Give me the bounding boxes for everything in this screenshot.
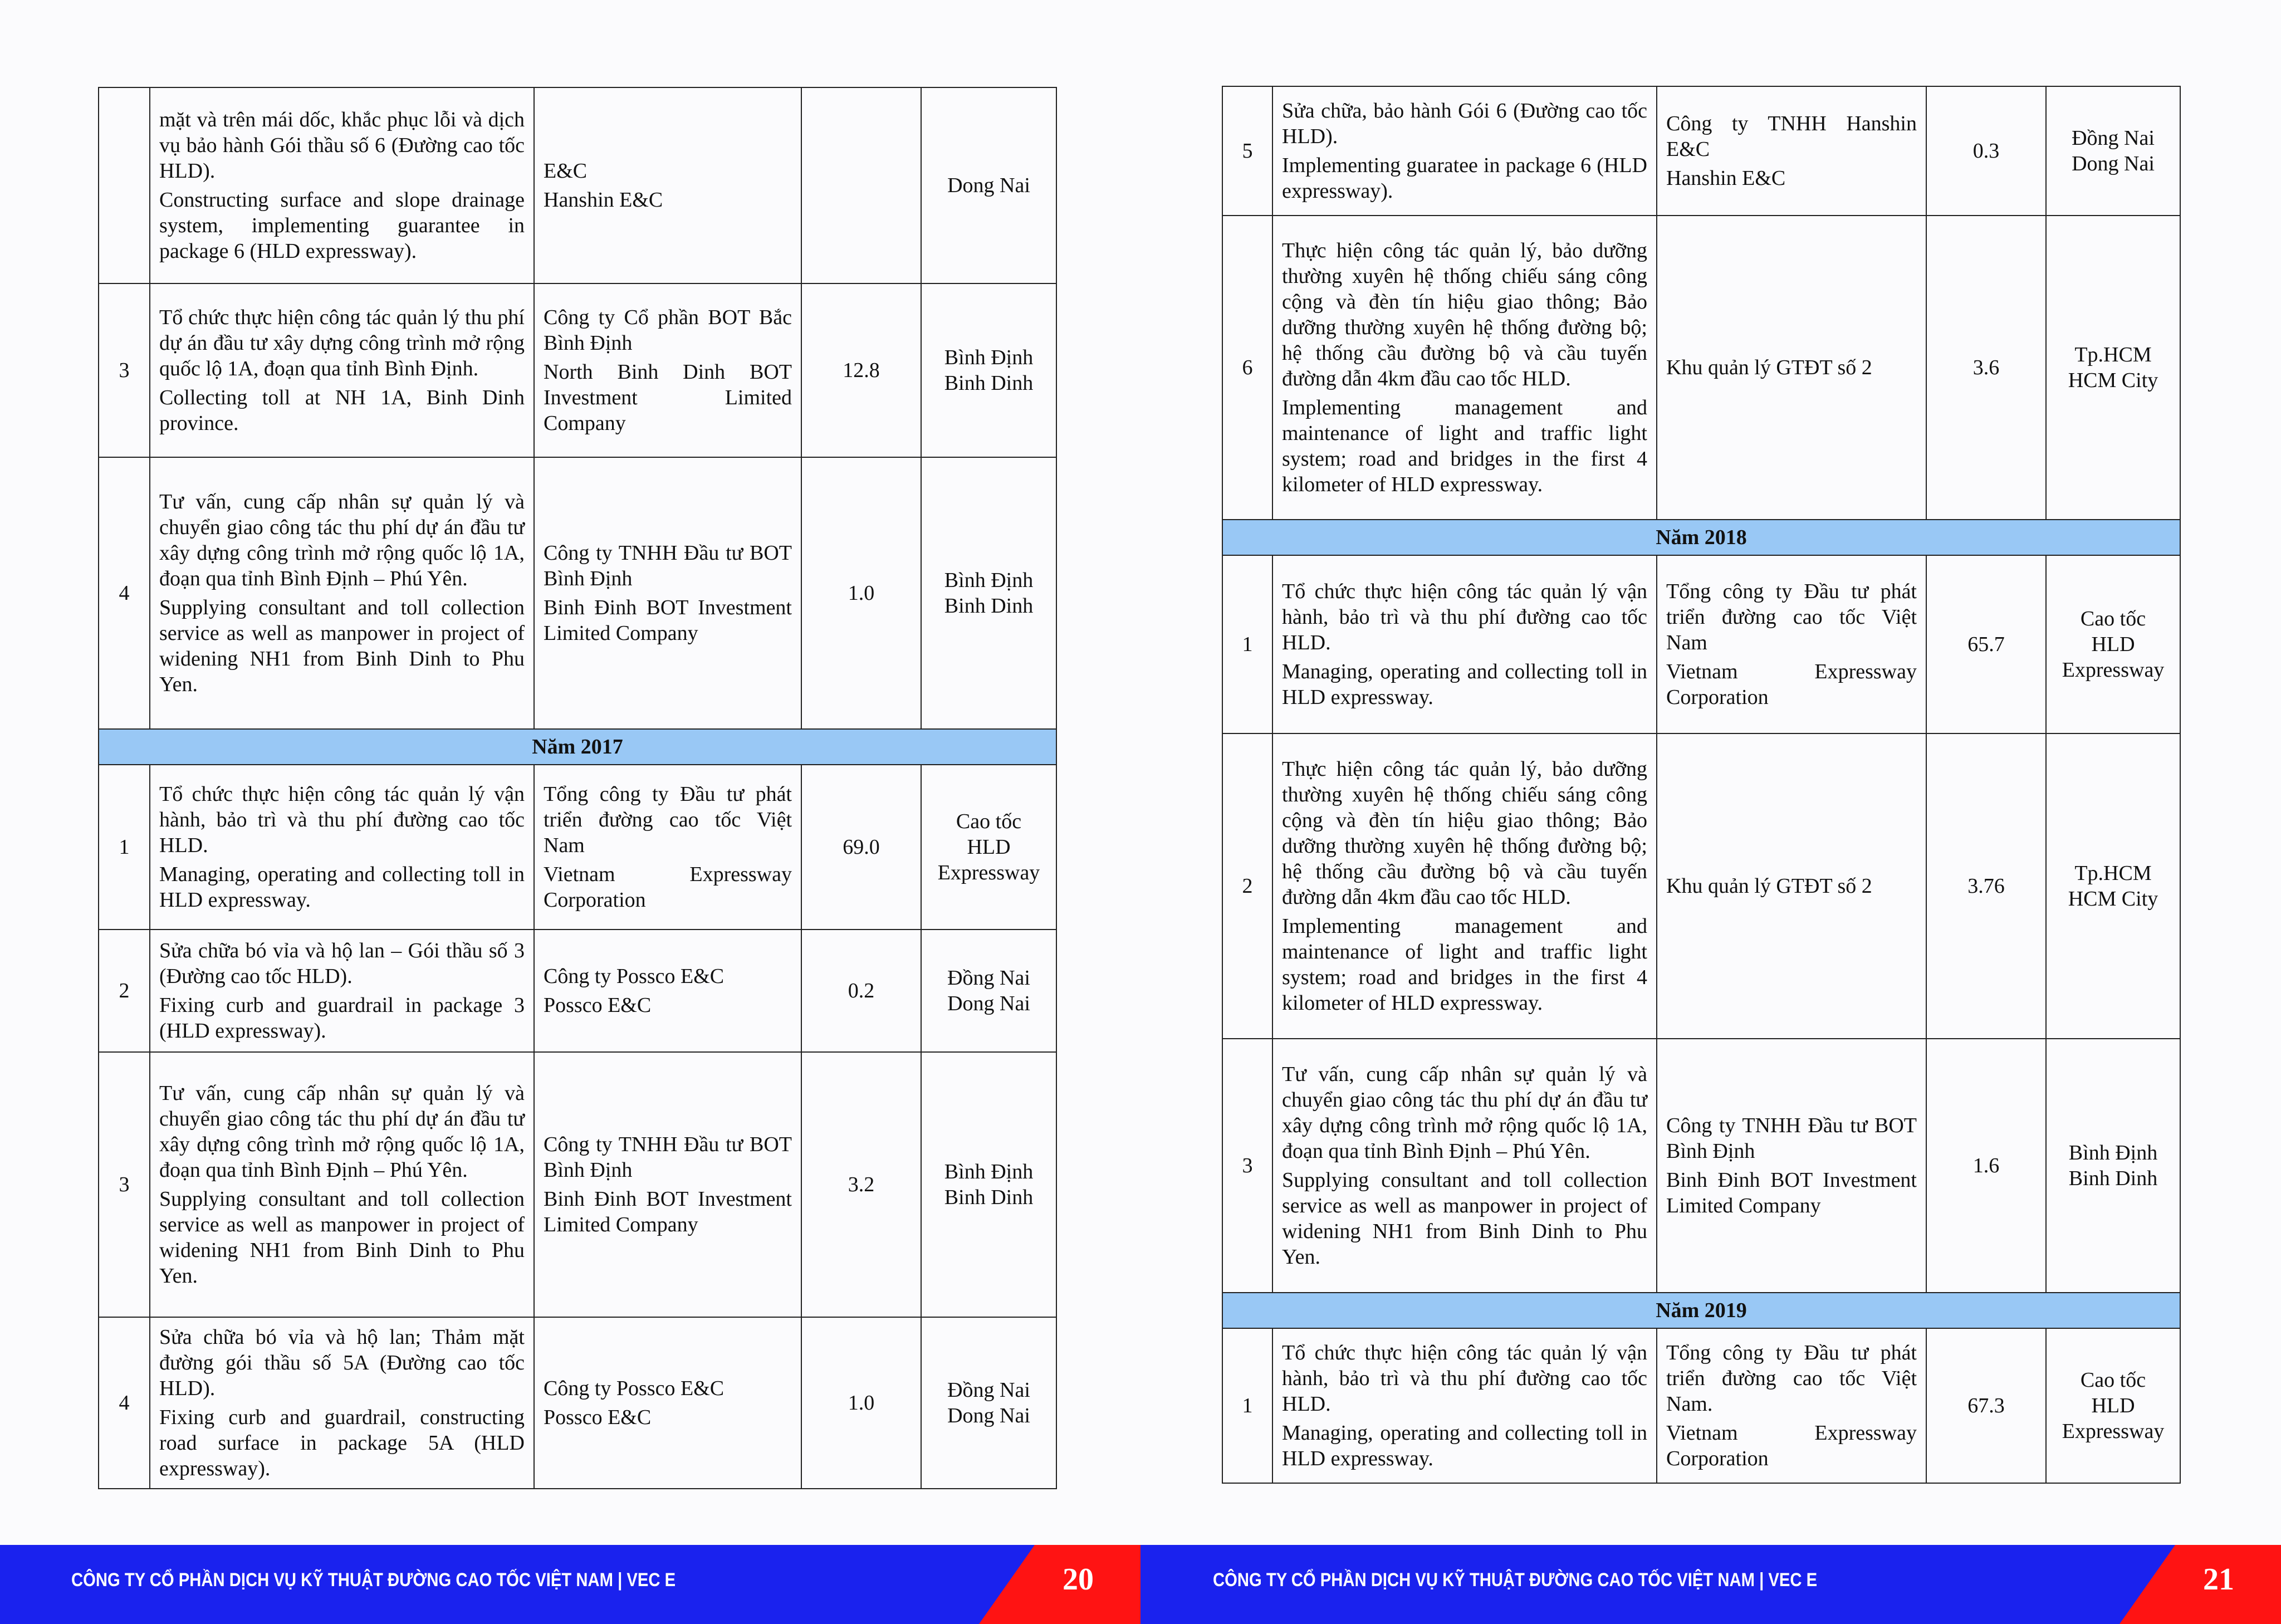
row-contractor [534, 87, 801, 283]
location-en: Dong Nai [947, 174, 1030, 197]
contractor-vi: Tổng công ty Đầu tư phát triển đường cao tốc Việt Nam [1666, 580, 1917, 654]
year-header-row [1222, 520, 2180, 555]
row-value: 3.2 [801, 1052, 921, 1317]
row-description [1272, 1328, 1657, 1483]
description-en: Collecting toll at NH 1A, Binh Dinh province. [159, 386, 525, 435]
row-description [150, 930, 534, 1052]
row-contractor [1657, 733, 1926, 1039]
location-vi: Cao tốc [2080, 607, 2146, 630]
row-value: 12.8 [801, 283, 921, 457]
description-en: Managing, operating and collecting toll in HLD expressway. [1282, 1421, 1647, 1470]
row-number: 3 [99, 1052, 150, 1317]
row-number: 1 [1222, 1328, 1272, 1483]
contractor-vi: Khu quản lý GTĐT số 2 [1666, 356, 1872, 379]
table-row [99, 283, 1056, 457]
row-value: 1.0 [801, 457, 921, 729]
contractor-vi: Công ty TNHH Đầu tư BOT Bình Định [544, 1133, 792, 1182]
description-vi: Sửa chữa, bảo hành Gói 6 (Đường cao tốc HLD). [1282, 99, 1647, 148]
location-en: Dong Nai [2072, 152, 2155, 175]
row-number: 5 [1222, 86, 1272, 216]
contractor-en: Binh Đinh BOT Investment Limited Company [1666, 1168, 1917, 1217]
location-abbr: HLD [2091, 633, 2135, 656]
contractor-en: Possco E&C [544, 994, 652, 1017]
row-number: 2 [1222, 733, 1272, 1039]
contractor-en: Vietnam Expressway Corporation [1666, 660, 1917, 709]
row-location [921, 87, 1056, 283]
row-contractor [534, 765, 801, 930]
row-location [2046, 1328, 2180, 1483]
description-en: Implementing management and maintenance of light and traffic light system; road and bridges in the first 4 kilometer of HLD expressway. [1282, 914, 1647, 1015]
row-value [801, 87, 921, 283]
location-en: Dong Nai [947, 992, 1030, 1015]
contractor-en: Hanshin E&C [1666, 167, 1786, 190]
description-vi: Tư vấn, cung cấp nhân sự quản lý và chuyển giao công tác thu phí dự án đầu tư xây dựng công trình mở rộng quốc lộ 1A, đoạn qua tỉnh Bình Định – Phú Yên. [159, 490, 525, 590]
row-contractor [1657, 1328, 1926, 1483]
row-value: 1.0 [801, 1317, 921, 1489]
year-header-row [1222, 1293, 2180, 1328]
footer-accent [2120, 1545, 2281, 1624]
description-vi: mặt và trên mái dốc, khắc phục lỗi và dịch vụ bảo hành Gói thầu số 6 (Đường cao tốc HLD). [159, 108, 525, 183]
row-contractor [534, 930, 801, 1052]
row-location [2046, 1039, 2180, 1293]
location-en: HCM City [2068, 887, 2158, 911]
description-vi: Thực hiện công tác quản lý, bảo dưỡng thường xuyên hệ thống chiếu sáng công cộng và đèn tín hiệu giao thông; Bảo dưỡng thường xuyên hệ thống đường bộ; hệ thống cầu đường bộ và cầu tuyến đường dẫn 4km đầu cao tốc HLD. [1282, 757, 1647, 909]
year-label: Năm 2019 [1222, 1293, 2180, 1328]
location-en: Expressway [2062, 658, 2165, 682]
row-number: 4 [99, 1317, 150, 1489]
row-value: 1.6 [1926, 1039, 2046, 1293]
contractor-en: Binh Đinh BOT Investment Limited Company [544, 1187, 792, 1236]
row-contractor [1657, 86, 1926, 216]
contractor-en: Binh Đinh BOT Investment Limited Company [544, 596, 792, 645]
description-vi: Sửa chữa bó vỉa và hộ lan – Gói thầu số 3 (Đường cao tốc HLD). [159, 939, 525, 988]
contractor-vi: Công ty TNHH Hanshin E&C [1666, 112, 1917, 161]
row-number: 1 [1222, 555, 1272, 733]
contractor-en: Vietnam Expressway Corporation [544, 863, 792, 912]
table-row [99, 457, 1056, 729]
page-number: 21 [2203, 1562, 2234, 1597]
row-description [1272, 216, 1657, 520]
page-footer [0, 1545, 1140, 1624]
row-value: 67.3 [1926, 1328, 2046, 1483]
location-en: Dong Nai [947, 1404, 1030, 1427]
contractor-vi: Công ty TNHH Đầu tư BOT Bình Định [1666, 1114, 1917, 1163]
row-location [921, 283, 1056, 457]
location-vi: Đồng Nai [947, 1378, 1030, 1402]
contracts-table-left [98, 87, 1057, 1489]
row-location [921, 457, 1056, 729]
table-row [1222, 555, 2180, 733]
row-description [150, 765, 534, 930]
location-en: Expressway [2062, 1420, 2165, 1443]
location-en: Binh Dinh [944, 371, 1034, 395]
row-location [2046, 216, 2180, 520]
row-location [921, 1052, 1056, 1317]
contractor-vi: E&C [544, 159, 588, 183]
description-en: Supplying consultant and toll collection service as well as manpower in project of widening NH1 from Binh Dinh to Phu Yen. [1282, 1168, 1647, 1269]
description-en: Managing, operating and collecting toll in HLD expressway. [159, 863, 525, 912]
description-vi: Tổ chức thực hiện công tác quản lý vận hành, bảo trì và thu phí đường cao tốc HLD. [1282, 580, 1647, 654]
contractor-vi: Công ty Cổ phần BOT Bắc Bình Định [544, 306, 792, 355]
page-20 [0, 0, 1140, 1624]
table-row [99, 1052, 1056, 1317]
row-location [921, 765, 1056, 930]
location-vi: Đồng Nai [2072, 126, 2155, 150]
contractor-vi: Tổng công ty Đầu tư phát triển đường cao tốc Việt Nam. [1666, 1341, 1917, 1416]
description-vi: Tư vấn, cung cấp nhân sự quản lý và chuyển giao công tác thu phí dự án đầu tư xây dựng công trình mở rộng quốc lộ 1A, đoạn qua tỉnh Bình Định – Phú Yên. [159, 1082, 525, 1182]
row-contractor [534, 1052, 801, 1317]
row-description [150, 283, 534, 457]
table-row [99, 930, 1056, 1052]
description-en: Implementing guaratee in package 6 (HLD expressway). [1282, 154, 1647, 203]
footer-company-name: CÔNG TY CỔ PHẦN DỊCH VỤ KỸ THUẬT ĐƯỜNG CAO TỐC VIỆT NAM | VEC E [1213, 1569, 1818, 1591]
location-vi: Tp.HCM [2074, 862, 2152, 885]
description-en: Supplying consultant and toll collection service as well as manpower in project of widening NH1 from Binh Dinh to Phu Yen. [159, 1187, 525, 1288]
table-row [1222, 216, 2180, 520]
row-location [921, 930, 1056, 1052]
location-vi: Cao tốc [956, 810, 1022, 833]
row-description [1272, 1039, 1657, 1293]
description-vi: Tư vấn, cung cấp nhân sự quản lý và chuyển giao công tác thu phí dự án đầu tư xây dựng công trình mở rộng quốc lộ 1A, đoạn qua tỉnh Bình Định – Phú Yên. [1282, 1063, 1647, 1163]
row-description [1272, 733, 1657, 1039]
table-row [99, 87, 1056, 283]
year-header-row [99, 729, 1056, 765]
contractor-vi: Công ty Possco E&C [544, 1377, 725, 1400]
contractor-vi: Khu quản lý GTĐT số 2 [1666, 874, 1872, 898]
description-en: Fixing curb and guardrail in package 3 (HLD expressway). [159, 994, 525, 1043]
description-en: Fixing curb and guardrail, constructing road surface in package 5A (HLD expressway). [159, 1406, 525, 1480]
location-en: Binh Dinh [2068, 1167, 2158, 1190]
row-contractor [534, 283, 801, 457]
row-number: 3 [1222, 1039, 1272, 1293]
page-21 [1140, 0, 2281, 1624]
contractor-en: Hanshin E&C [544, 188, 663, 212]
location-en: Expressway [937, 861, 1040, 884]
location-en: Binh Dinh [944, 1186, 1034, 1209]
table-row [1222, 733, 2180, 1039]
contractor-vi: Công ty Possco E&C [544, 965, 725, 988]
row-value: 69.0 [801, 765, 921, 930]
row-value: 3.76 [1926, 733, 2046, 1039]
row-description [150, 87, 534, 283]
table-row [1222, 1328, 2180, 1483]
location-vi: Bình Định [2068, 1141, 2158, 1165]
contractor-en: Vietnam Expressway Corporation [1666, 1421, 1917, 1470]
location-en: Binh Dinh [944, 594, 1034, 618]
contractor-en: Possco E&C [544, 1406, 652, 1429]
row-contractor [534, 457, 801, 729]
row-contractor [1657, 216, 1926, 520]
row-number: 3 [99, 283, 150, 457]
year-label: Năm 2018 [1222, 520, 2180, 555]
location-abbr: HLD [2091, 1394, 2135, 1417]
description-en: Supplying consultant and toll collection service as well as manpower in project of widening NH1 from Binh Dinh to Phu Yen. [159, 596, 525, 696]
contractor-en: North Binh Dinh BOT Investment Limited Company [544, 360, 792, 435]
location-vi: Bình Định [944, 1160, 1034, 1183]
row-location [2046, 86, 2180, 216]
location-vi: Bình Định [944, 346, 1034, 369]
page-footer [1140, 1545, 2281, 1624]
row-description [150, 1317, 534, 1489]
contracts-table-right [1222, 86, 2181, 1484]
row-contractor [1657, 555, 1926, 733]
row-number: 6 [1222, 216, 1272, 520]
row-contractor [1657, 1039, 1926, 1293]
row-description [1272, 86, 1657, 216]
table-row [1222, 1039, 2180, 1293]
location-vi: Cao tốc [2080, 1368, 2146, 1392]
table-row [1222, 86, 2180, 216]
description-vi: Sửa chữa bó vỉa và hộ lan; Thảm mặt đường gói thầu số 5A (Đường cao tốc HLD). [159, 1325, 525, 1400]
contractor-vi: Công ty TNHH Đầu tư BOT Bình Định [544, 541, 792, 590]
footer-accent [979, 1545, 1140, 1624]
row-location [2046, 555, 2180, 733]
description-vi: Tổ chức thực hiện công tác quản lý vận hành, bảo trì và thu phí đường cao tốc HLD. [1282, 1341, 1647, 1416]
row-number [99, 87, 150, 283]
contractor-vi: Tổng công ty Đầu tư phát triển đường cao tốc Việt Nam [544, 782, 792, 857]
description-en: Managing, operating and collecting toll in HLD expressway. [1282, 660, 1647, 709]
row-value: 65.7 [1926, 555, 2046, 733]
description-vi: Thực hiện công tác quản lý, bảo dưỡng thường xuyên hệ thống chiếu sáng công cộng và đèn tín hiệu giao thông; Bảo dưỡng thường xuyên hệ thống đường bộ; hệ thống cầu đường bộ và cầu tuyến đường dẫn 4km đầu cao tốc HLD. [1282, 239, 1647, 390]
location-vi: Bình Định [944, 569, 1034, 592]
row-location [2046, 733, 2180, 1039]
row-contractor [534, 1317, 801, 1489]
description-vi: Tổ chức thực hiện công tác quản lý vận hành, bảo trì và thu phí đường cao tốc HLD. [159, 782, 525, 857]
description-vi: Tổ chức thực hiện công tác quản lý thu phí dự án đầu tư xây dựng công trình mở rộng quốc lộ 1A, đoạn qua tỉnh Bình Định. [159, 306, 525, 380]
location-en: HCM City [2068, 369, 2158, 392]
row-value: 3.6 [1926, 216, 2046, 520]
description-en: Implementing management and maintenance of light and traffic light system; road and bridges in the first 4 kilometer of HLD expressway. [1282, 396, 1647, 496]
row-description [150, 1052, 534, 1317]
row-description [150, 457, 534, 729]
year-label: Năm 2017 [99, 729, 1056, 765]
row-value: 0.2 [801, 930, 921, 1052]
row-location [921, 1317, 1056, 1489]
row-number: 4 [99, 457, 150, 729]
location-vi: Đồng Nai [947, 966, 1030, 990]
table-row [99, 765, 1056, 930]
page-number: 20 [1063, 1562, 1094, 1597]
row-number: 1 [99, 765, 150, 930]
location-abbr: HLD [967, 835, 1011, 859]
footer-company-name: CÔNG TY CỔ PHẦN DỊCH VỤ KỸ THUẬT ĐƯỜNG CAO TỐC VIỆT NAM | VEC E [71, 1569, 676, 1591]
table-row [99, 1317, 1056, 1489]
row-description [1272, 555, 1657, 733]
row-value: 0.3 [1926, 86, 2046, 216]
location-vi: Tp.HCM [2074, 343, 2152, 366]
description-en: Constructing surface and slope drainage system, implementing guarantee in package 6 (HLD expressway). [159, 188, 525, 263]
row-number: 2 [99, 930, 150, 1052]
